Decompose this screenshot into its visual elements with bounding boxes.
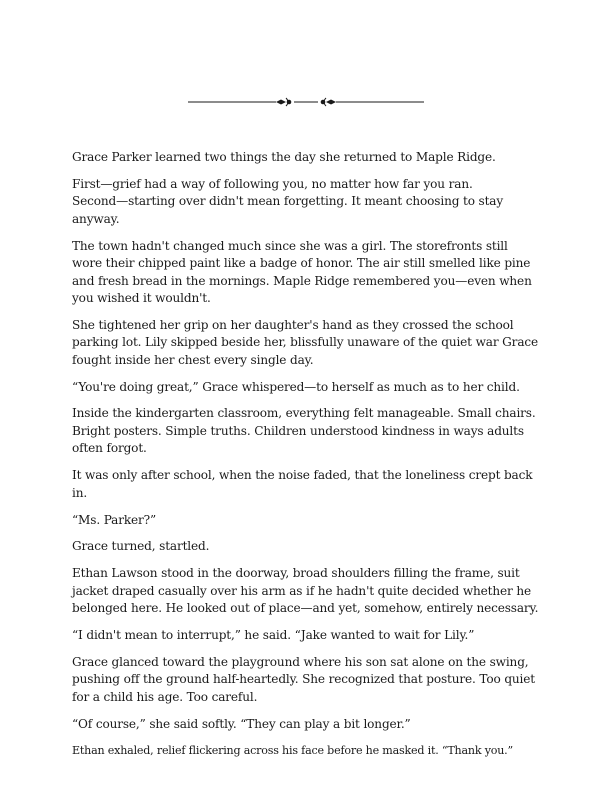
paragraph: Grace glanced toward the playground where his son sat alone on the swing, pushing off the ground half-heartedly. She recognized that posture. Too quiet for a child his age. Too careful. xyxy=(72,654,535,704)
story-text xyxy=(72,149,540,769)
paragraph: “I didn't mean to interrupt,” he said. “Jake wanted to wait for Lily.” xyxy=(72,627,475,642)
paragraph: “You're doing great,” Grace whispered—to herself as much as to her child. xyxy=(72,379,520,394)
paragraph: Inside the kindergarten classroom, everything felt manageable. Small chairs. Bright posters. Simple truths. Children understood kindness in ways adults often forgot. xyxy=(72,406,536,456)
paragraph-line: Second—starting over didn't mean forgetting. It meant choosing to stay anyway. xyxy=(72,194,504,226)
paragraph-line: First—grief had a way of following you, no matter how far you ran. xyxy=(72,176,473,191)
paragraph: Ethan Lawson stood in the doorway, broad shoulders filling the frame, suit jacket draped casually over his arm as if he hadn't quite decided whether he belonged here. He looked out of place—and yet, somehow, entirely necessary. xyxy=(72,566,539,616)
paragraph: Grace turned, startled. xyxy=(72,539,210,554)
paragraph: It was only after school, when the noise faded, that the loneliness crept back in. xyxy=(72,468,533,500)
paragraph: “Of course,” she said softly. “They can play a bit longer.” xyxy=(72,716,411,731)
paragraph: “Ms. Parker?” xyxy=(72,512,157,527)
scroll-divider-icon xyxy=(188,94,424,110)
paragraph: The town hadn't changed much since she was a girl. The storefronts still wore their chipped paint like a badge of honor. The air still smelled like pine and fresh bread in the mornings. Maple Ridge remembered you—even when you wished it wouldn't. xyxy=(72,238,532,306)
paragraph xyxy=(72,176,540,229)
paragraph: Ethan exhaled, relief flickering across his face before he masked it. “Thank you.” xyxy=(72,744,513,758)
paragraph: She tightened her grip on her daughter's hand as they crossed the school parking lot. Lily skipped beside her, blissfully unaware of the quiet war Grace fought inside her chest every single day. xyxy=(72,317,539,367)
paragraph: Grace Parker learned two things the day she returned to Maple Ridge. xyxy=(72,150,496,164)
